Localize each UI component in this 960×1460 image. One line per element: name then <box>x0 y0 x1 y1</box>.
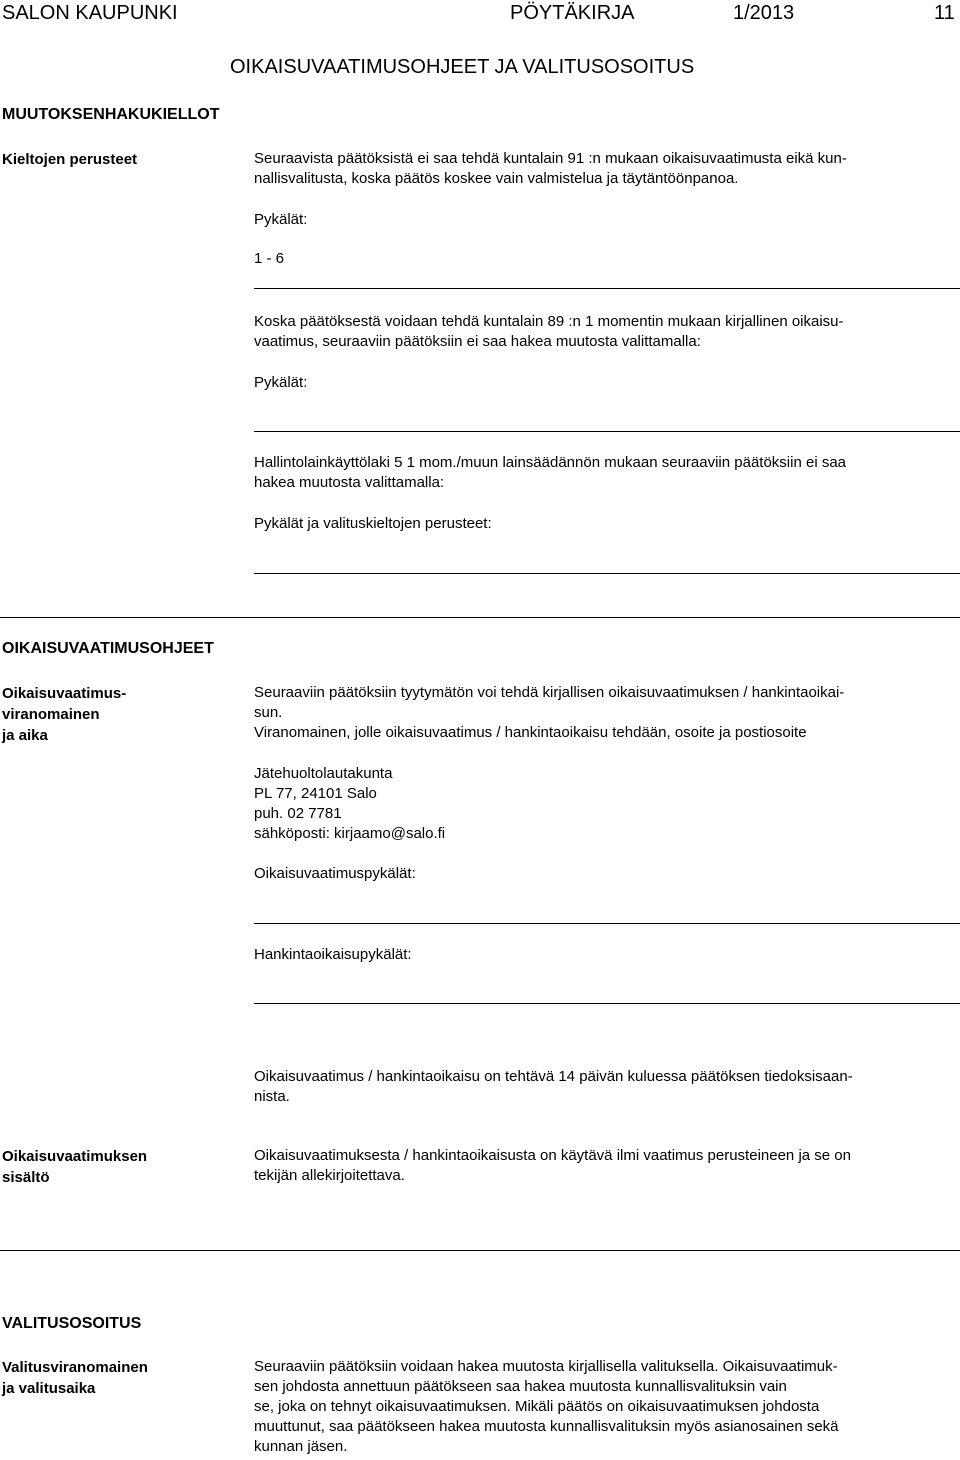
page-number: 11 <box>934 2 955 24</box>
section-divider <box>0 1250 960 1251</box>
appeal-text: Seuraaviin päätöksiin voidaan hakea muutosta kirjallisella valituksella. Oikaisuvaatimuk- sen johdosta annettuun päätökseen saa hakea muutosta kunnallisvalituksin vain se, joka on tehnyt oikaisuvaatimuksen. Mikäli päätös on oikaisuvaatimuksen johdosta muuttunut, saa päätökseen hakea muutosta kunnallisvalituksin myös asianosainen sekä kunnan jäsen. <box>254 1358 839 1455</box>
sections-value-1: 1 - 6 <box>254 250 285 267</box>
divider <box>254 573 960 574</box>
divider <box>254 431 960 432</box>
claims-paragraph: Seuraaviin päätöksiin tyytymätön voi tehdä kirjallisen oikaisuvaatimuksen / hankintaoikai- sun. Viranomainen, jolle oikaisuvaatimus / hankintaoikaisu tehdään, osoite ja postiosoite <box>254 684 845 741</box>
bans-paragraph-2: Koska päätöksestä voidaan tehdä kuntalain 89 :n 1 momentin mukaan kirjallinen oikaisu- vaatimus, seuraaviin päätöksiin ei saa hakea muutosta valittamalla: <box>254 313 844 350</box>
appeal-label: Valitusviranomainen ja valitusaika <box>2 1359 148 1397</box>
page-title: OIKAISUVAATIMUSOHJEET JA VALITUSOSOITUS <box>230 56 695 78</box>
authority-address: Jätehuoltolautakunta PL 77, 24101 Salo puh. 02 7781 sähköposti: kirjaamo@salo.fi <box>254 765 446 842</box>
sections-label-1: Pykälät: <box>254 211 308 228</box>
procurement-sections-label: Hankintaoikaisupykälät: <box>254 946 412 963</box>
divider <box>254 288 960 289</box>
org-name: SALON KAUPUNKI <box>2 2 178 24</box>
claims-heading: OIKAISUVAATIMUSOHJEET <box>2 640 214 657</box>
divider <box>254 923 960 924</box>
bans-paragraph-1: Seuraavista päätöksistä ei saa tehdä kuntalain 91 :n mukaan oikaisuvaatimusta eikä kun- nallisvalitusta, koska päätös koskee vain valmistelua ja täytäntöönpanoa. <box>254 150 847 187</box>
sections-label-2: Pykälät: <box>254 374 308 391</box>
bans-heading: MUUTOKSENHAKUKIELLOT <box>2 106 220 123</box>
section-divider <box>0 617 960 618</box>
document-type: PÖYTÄKIRJA <box>510 2 635 24</box>
divider <box>254 1003 960 1004</box>
claim-sections-label: Oikaisuvaatimuspykälät: <box>254 865 416 882</box>
content-label: Oikaisuvaatimuksen sisältö <box>2 1148 148 1186</box>
claims-label: Oikaisuvaatimus- viranomainen ja aika <box>2 685 127 744</box>
claims-deadline: Oikaisuvaatimus / hankintaoikaisu on tehtävä 14 päivän kuluessa päätöksen tiedoksisaan- nista. <box>254 1068 853 1105</box>
bans-paragraph-3: Hallintolainkäyttölaki 5 1 mom./muun lainsäädännön mukaan seuraaviin päätöksiin ei saa hakea muutosta valittamalla: <box>254 454 847 491</box>
sections-label-3: Pykälät ja valituskieltojen perusteet: <box>254 515 492 532</box>
document-number: 1/2013 <box>733 2 795 24</box>
claims-content: Oikaisuvaatimuksesta / hankintaoikaisusta on käytävä ilmi vaatimus perusteineen ja se on tekijän allekirjoitettava. <box>254 1147 851 1184</box>
bans-label: Kieltojen perusteet <box>2 151 138 168</box>
appeal-heading: VALITUSOSOITUS <box>2 1315 142 1332</box>
